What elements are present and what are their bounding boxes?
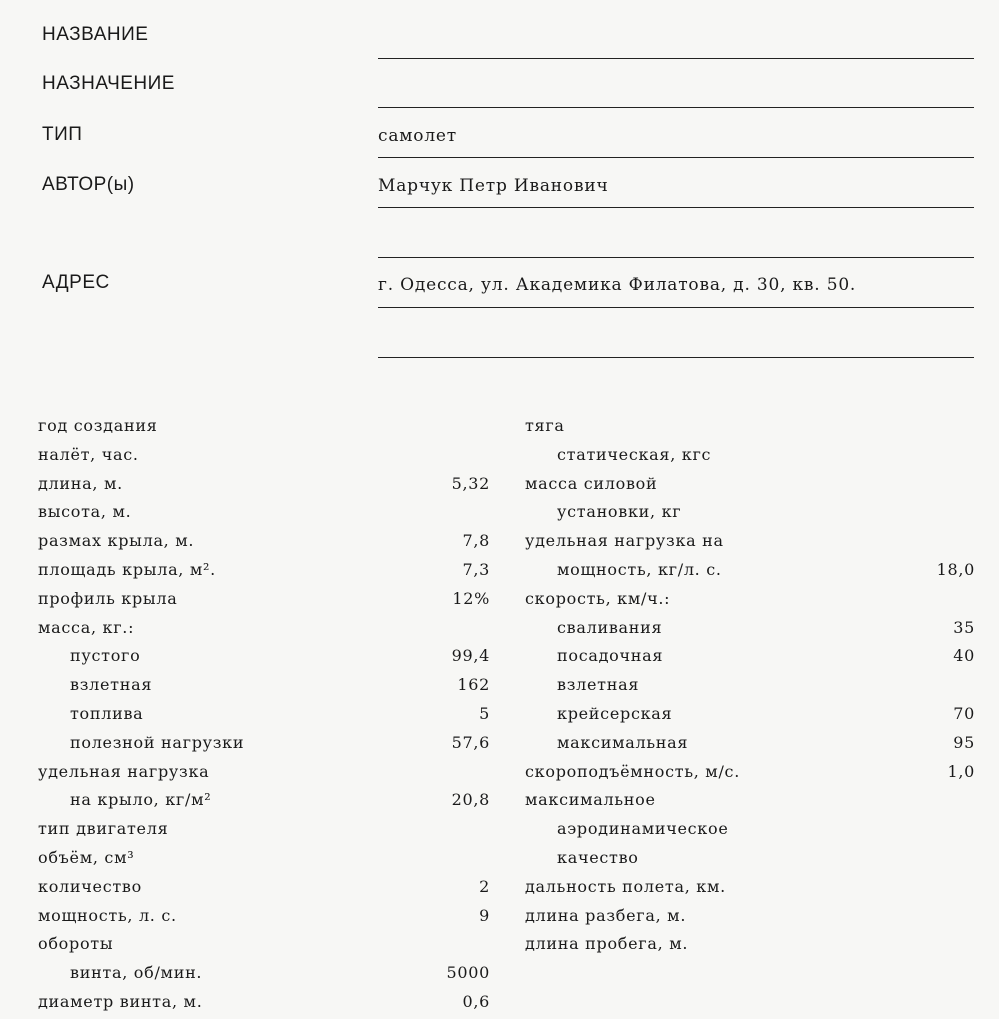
spec-row-max-ld [525, 786, 975, 815]
spec-row-revolutions [38, 930, 490, 959]
spec-label: количество [38, 876, 142, 896]
spec-row-landing-run [525, 930, 975, 959]
spec-value: 20,8 [451, 790, 490, 810]
spec-row-engine-count [38, 873, 490, 902]
spec-label: на крыло, кг/м² [70, 790, 212, 810]
authors-label: АВТОР(ы) [42, 174, 135, 195]
name-field-line [378, 58, 974, 59]
spec-label: скорость, км/ч.: [525, 588, 671, 608]
spec-value: 7,3 [462, 559, 490, 579]
authors-value: Марчук Петр Иванович [378, 176, 609, 196]
spec-label: тяга [525, 416, 565, 435]
spec-label: полезной нагрузки [70, 732, 245, 752]
spec-row-cruise-speed [525, 700, 975, 729]
spec-row-powerplant-mass-unit [525, 498, 975, 527]
spec-label: удельная нагрузка [38, 761, 210, 781]
spec-value: 2 [479, 876, 490, 896]
address-field-line-2 [378, 357, 974, 358]
spec-label: аэродинамическое [557, 819, 729, 839]
spec-label: взлетная [557, 675, 640, 695]
spec-label: мощность, л. с. [38, 905, 177, 925]
spec-label: длина, м. [38, 473, 123, 493]
spec-row-height [38, 498, 490, 527]
spec-label: год создания [38, 416, 158, 435]
spec-value: 95 [953, 732, 975, 752]
spec-label: удельная нагрузка на [525, 531, 724, 551]
spec-row-wing-profile [38, 585, 490, 614]
purpose-label: НАЗНАЧЕНИЕ [42, 73, 175, 94]
spec-label: взлетная [70, 675, 153, 695]
spec-row-flight-hours [38, 441, 490, 470]
spec-row-takeoff-mass [38, 671, 490, 700]
spec-value: 1,0 [947, 761, 975, 781]
spec-label: диаметр винта, м. [38, 991, 203, 1011]
spec-label: мощность, кг/л. с. [557, 559, 722, 579]
spec-label: площадь крыла, м². [38, 559, 216, 579]
spec-label: длина разбега, м. [525, 905, 687, 925]
spec-label: максимальное [525, 790, 656, 810]
authors-field-line-2 [378, 257, 974, 258]
spec-label: максимальная [557, 732, 689, 752]
spec-row-speed [525, 585, 975, 614]
spec-row-wingspan [38, 527, 490, 556]
spec-label: объём, см³ [38, 847, 135, 867]
spec-label: высота, м. [38, 502, 132, 522]
spec-row-range [525, 873, 975, 902]
spec-row-wing-area [38, 556, 490, 585]
spec-label: качество [557, 847, 639, 867]
spec-row-engine-type [38, 815, 490, 844]
specs-left-column [38, 412, 490, 1017]
spec-value: 99,4 [451, 646, 490, 666]
spec-value: 5,32 [451, 473, 490, 493]
spec-label: топлива [70, 703, 144, 723]
spec-label: обороты [38, 934, 114, 954]
spec-value: 0,6 [462, 991, 490, 1011]
spec-label: размах крыла, м. [38, 531, 195, 551]
spec-value: 57,6 [451, 732, 490, 752]
spec-value: 7,8 [462, 531, 490, 551]
spec-label: масса силовой [525, 473, 658, 493]
spec-label: тип двигателя [38, 819, 169, 839]
type-field-line [378, 157, 974, 158]
spec-label: налёт, час. [38, 444, 139, 464]
spec-row-takeoff-run [525, 902, 975, 931]
spec-label: профиль крыла [38, 588, 178, 608]
spec-value: 162 [457, 675, 490, 695]
spec-row-power [38, 902, 490, 931]
spec-row-mass [38, 614, 490, 643]
spec-row-quality [525, 844, 975, 873]
spec-label: статическая, кгс [557, 444, 712, 464]
spec-label: скороподъёмность, м/с. [525, 761, 740, 781]
spec-value: 18,0 [936, 559, 975, 579]
spec-value: 40 [953, 646, 975, 666]
type-label: ТИП [42, 124, 83, 145]
spec-row-length [38, 470, 490, 499]
spec-value: 5000 [446, 963, 490, 983]
spec-label: винта, об/мин. [70, 963, 203, 983]
spec-row-max-speed [525, 729, 975, 758]
spec-row-static-thrust [525, 441, 975, 470]
spec-row-propeller-diameter [38, 988, 490, 1017]
spec-row-fuel-mass [38, 700, 490, 729]
address-value: г. Одесса, ул. Академика Филатова, д. 30, кв. 50. [378, 275, 857, 295]
spec-label: установки, кг [557, 502, 682, 522]
spec-row-empty-mass [38, 642, 490, 671]
type-value: самолет [378, 126, 457, 146]
authors-field-line [378, 207, 974, 208]
spec-row-takeoff-speed [525, 671, 975, 700]
purpose-field-line [378, 107, 974, 108]
specs-right-column [525, 412, 975, 959]
spec-row-wing-loading [38, 786, 490, 815]
spec-row-year [38, 412, 490, 441]
spec-row-power-loading-value [525, 556, 975, 585]
spec-row-specific-load [38, 758, 490, 787]
spec-label: длина пробега, м. [525, 934, 689, 954]
spec-row-thrust [525, 412, 975, 441]
spec-label: посадочная [557, 646, 664, 666]
spec-row-climb-rate [525, 758, 975, 787]
spec-value: 12% [452, 588, 490, 608]
spec-row-propeller-rpm [38, 959, 490, 988]
name-label: НАЗВАНИЕ [42, 24, 149, 45]
spec-row-displacement [38, 844, 490, 873]
spec-value: 5 [479, 703, 490, 723]
address-label: АДРЕС [42, 272, 110, 293]
spec-row-landing-speed [525, 642, 975, 671]
spec-label: пустого [70, 646, 141, 666]
spec-row-aerodynamic [525, 815, 975, 844]
spec-label: крейсерская [557, 703, 673, 723]
spec-value: 70 [953, 703, 975, 723]
spec-label: дальность полета, км. [525, 876, 726, 896]
spec-label: сваливания [557, 617, 663, 637]
spec-row-powerplant-mass [525, 470, 975, 499]
spec-value: 35 [953, 617, 975, 637]
spec-row-stall-speed [525, 614, 975, 643]
spec-row-payload-mass [38, 729, 490, 758]
spec-row-power-loading [525, 527, 975, 556]
address-field-line [378, 307, 974, 308]
spec-label: масса, кг.: [38, 617, 135, 637]
spec-value: 9 [479, 905, 490, 925]
